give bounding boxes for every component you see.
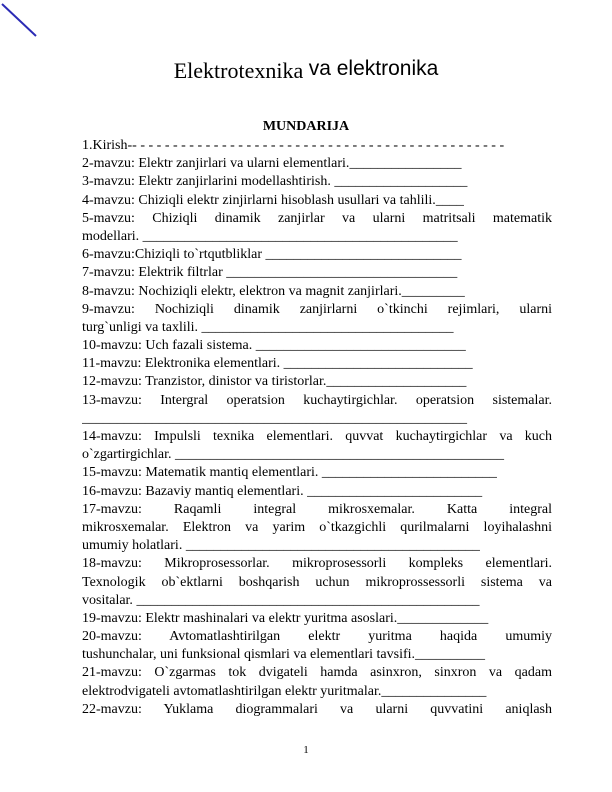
toc-line [82,483,552,501]
toc-entry-text: umumiy holatlari. [82,538,186,554]
toc-heading: MUNDARIJA [262,119,350,134]
toc-line [82,319,552,337]
table-of-contents [82,137,552,719]
toc-entry-text: 6-mavzu:Chiziqli to`rtqutbliklar [82,247,266,263]
toc-entry-text: 13-mavzu: Intergral operatsion kuchaytirgichlar. operatsion sistemalar. [82,392,552,408]
toc-line [82,392,552,410]
toc-leader-line: _______________________________________________ [175,447,505,463]
toc-entry-text: vositalar. [82,592,137,608]
toc-line [82,301,552,319]
toc-line [82,355,552,373]
toc-line [82,246,552,264]
corner-fold-mark [0,0,40,40]
toc-entry-text: turg`unligi va taxlili. [82,319,202,335]
toc-leader-line: ____________________________________ [201,319,454,335]
toc-leader-line: ___________________________ [283,356,473,372]
toc-entry-text: mikrosxemalar. Elektron va yarim o`tkazgichli qurilmalarni loyihalashni [82,519,552,535]
toc-line [82,501,552,519]
toc-line [82,519,552,537]
toc-entry-text: modellari. [82,228,143,244]
toc-entry-text: 20-mavzu: Avtomatlashtirilgan elektr yuritma haqida umumiy [82,629,552,645]
toc-entry-text: 16-mavzu: Bazaviy mantiq elementlari. [82,483,308,499]
toc-line [82,646,552,664]
toc-leader-line: _________________________________________________ [136,592,480,608]
toc-leader-line: _________________________________ [226,265,458,281]
toc-entry-text: 4-mavzu: Chiziqli elektr zinjirlarni hisoblash usullari va tahlili. [82,192,436,208]
toc-line [82,683,552,701]
toc-line [82,155,552,173]
title-part-1: Elektrotexnika [173,58,304,83]
toc-line [82,228,552,246]
toc-entry-text: 21-mavzu: O`zgarmas tok dvigateli hamda asinxron, sinxron va qadam [82,665,552,681]
toc-line [82,574,552,592]
toc-leader-line: _______________ [381,683,487,699]
toc-leader-line: _____________ [397,610,489,626]
toc-line [82,555,552,573]
toc-line [82,137,552,155]
toc-line [82,537,552,555]
toc-leader-line: ____________________________ [265,247,462,263]
toc-line [82,592,552,610]
toc-leader-line: ____________________ [326,374,467,390]
toc-entry-text: 3-mavzu: Elektr zanjirlarini modellashtirish. [82,174,335,190]
toc-line [82,264,552,282]
toc-line [82,210,552,228]
toc-entry-text: 11-mavzu: Elektronika elementlari. [82,356,284,372]
toc-entry-text: 1.Kirish- [82,138,133,153]
toc-line [82,610,552,628]
toc-line [82,446,552,464]
title-part-2: va elektronika [308,57,439,80]
toc-entry-text: elektrodvigateli avtomatlashtirilgan elektr yuritmalar. [82,683,382,699]
toc-line [82,628,552,646]
toc-leader-line: ___________________ [334,174,468,190]
toc-line [82,428,552,446]
toc-leader-line: - - - - - - - - - - - - - - - - - - - - - - - - - - - - - - - - - - - - - - - - - - - - - - [132,138,505,153]
toc-entry-text: 14-mavzu: Impulsli texnika elementlari. quvvat kuchaytirgichlar va kuch [82,429,552,444]
toc-entry-text: tushunchalar, uni funksional qismlari va elementlari tavsifi. [82,647,416,663]
toc-line [82,373,552,391]
toc-entry-text: 7-mavzu: Elektrik filtrlar [82,265,227,281]
toc-leader-line: __________ [415,647,486,663]
toc-line [82,464,552,482]
toc-leader-line: ______________________________ [255,338,466,354]
toc-leader-line: __________________________________________ [185,538,480,554]
toc-leader-line: _________________________ [307,483,483,499]
toc-entry-text: 22-mavzu: Yuklama diogrammalari va ularni quvvatini aniqlash [82,701,552,717]
toc-entry-text: 12-mavzu: Tranzistor, dinistor va tiristorlar. [82,374,327,390]
toc-entry-text: 8-mavzu: Nochiziqli elektr, elektron va magnit zanjirlari. [82,283,402,299]
toc-entry-text: Texnologik ob`ektlarni boshqarish uchun mikroprossessorli sistema va [82,574,552,590]
toc-entry-text: o`zgartirgichlar. [82,447,176,463]
toc-leader-line: ________________ [349,156,462,172]
toc-leader-line: ____ [435,192,464,208]
toc-leader-line: _________ [401,283,465,299]
toc-entry-text: 15-mavzu: Matematik mantiq elementlari. [82,465,322,481]
toc-leader-line: _________________________ [321,465,497,481]
toc-leader-line: _______________________________________________________ [82,410,467,426]
toc-entry-text: 5-mavzu: Chiziqli dinamik zanjirlar va ularni matritsali matematik [82,210,552,226]
document-title [0,58,612,84]
toc-entry-text: 9-mavzu: Nochiziqli dinamik zanjirlarni o`tkinchi rejimlari, ularni [82,301,552,317]
toc-line [82,192,552,210]
toc-entry-text: 17-mavzu: Raqamli integral mikrosxemalar. Katta integral [82,501,552,517]
toc-line [82,337,552,355]
toc-line [82,410,552,428]
toc-leader-line: _____________________________________________ [142,228,458,244]
toc-line [82,283,552,301]
toc-line [82,173,552,191]
page-number: 1 [303,744,309,756]
toc-entry-text: 18-mavzu: Mikroprosessorlar. mikroprosessorli kompleks elementlari. [82,556,552,572]
toc-line [82,701,552,719]
toc-entry-text: 19-mavzu: Elektr mashinalari va elektr yuritma asoslari. [82,610,398,626]
toc-entry-text: 10-mavzu: Uch fazali sistema. [82,338,256,354]
toc-entry-text: 2-mavzu: Elektr zanjirlari va ularni elementlari. [82,156,350,172]
toc-line [82,664,552,682]
